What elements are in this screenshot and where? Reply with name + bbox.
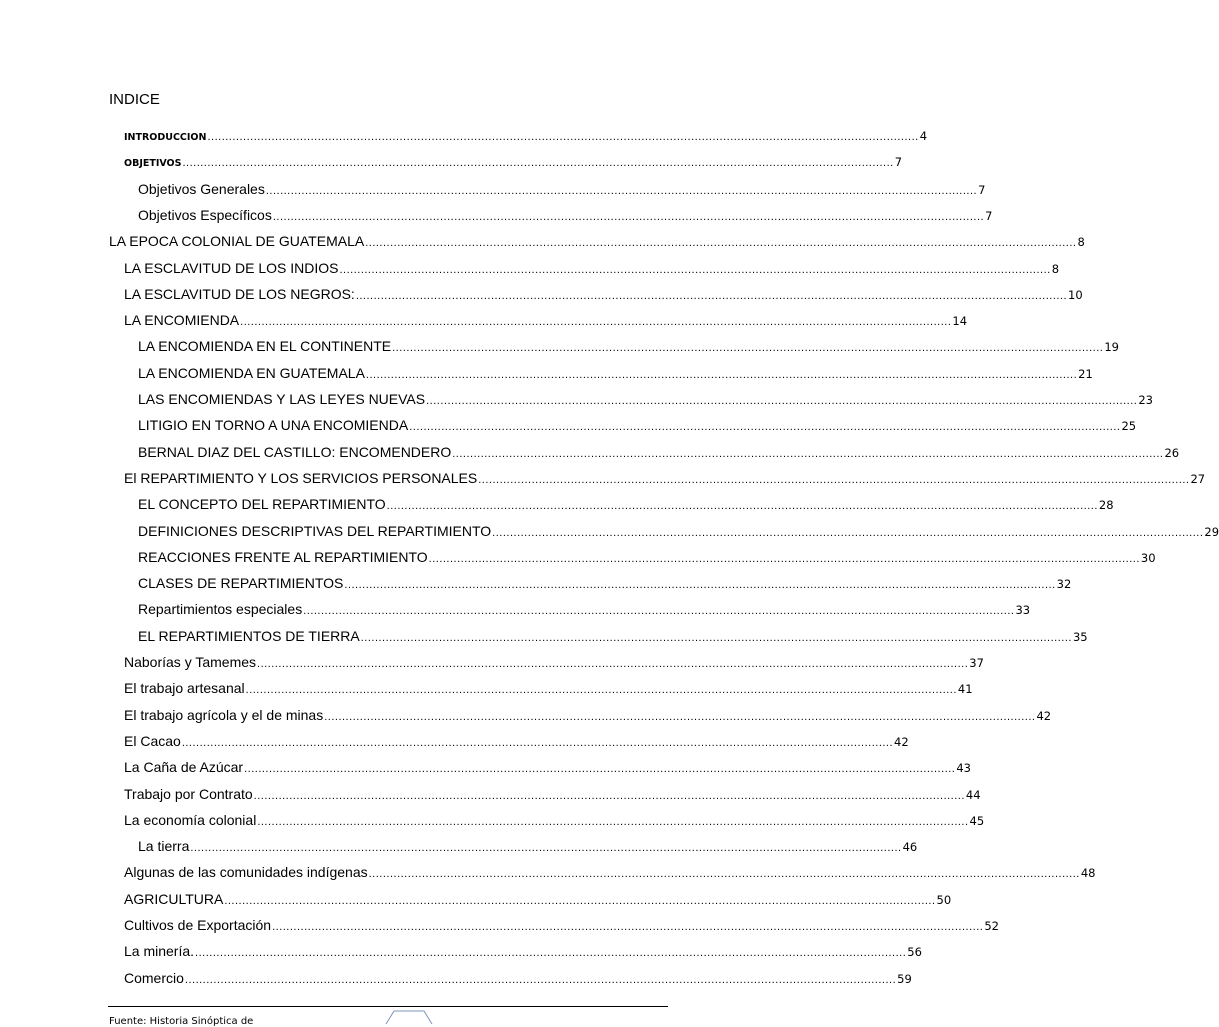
toc-entry-page-number: 43 <box>956 761 971 775</box>
toc-entry[interactable] <box>124 968 912 988</box>
toc-entry-title: LA ENCOMIENDA EN GUATEMALA <box>138 365 365 381</box>
toc-entry-page-number: 33 <box>1015 603 1031 617</box>
toc-entry-page-number: 23 <box>1138 393 1153 407</box>
toc-entry[interactable] <box>138 205 993 225</box>
toc-entry[interactable] <box>138 573 1072 593</box>
toc-entry-page-number: 42 <box>1036 709 1052 723</box>
toc-entry[interactable] <box>138 599 1031 619</box>
toc-entry-page-number: 32 <box>1056 577 1072 591</box>
toc-entry-page-number: 46 <box>902 840 918 854</box>
toc-entry-page-number: 56 <box>907 945 922 959</box>
toc-dot-leader: ........................................................................................................................................................................................................ <box>182 157 894 169</box>
toc-entry-page-number: 44 <box>965 788 981 802</box>
toc-entry-title: La Caña de Azúcar <box>124 759 244 775</box>
toc-entry[interactable] <box>138 836 918 856</box>
toc-entry[interactable] <box>138 547 1156 567</box>
toc-entry-title: EL CONCEPTO DEL REPARTIMIENTO <box>138 496 386 512</box>
toc-entry[interactable] <box>138 336 1119 356</box>
toc-entry[interactable] <box>124 757 971 777</box>
toc-entry-title: REACCIONES FRENTE AL REPARTIMIENTO <box>138 549 428 565</box>
toc-dot-leader: ........................................................................................................................................................................................................ <box>195 947 907 959</box>
toc-entry-page-number: 52 <box>984 919 999 933</box>
toc-entry-title: DEFINICIONES DESCRIPTIVAS DEL REPARTIMIENTO <box>138 523 492 539</box>
toc-entry-page-number: 7 <box>978 183 986 197</box>
toc-entry-title: BERNAL DIAZ DEL CASTILLO: ENCOMENDERO <box>138 444 452 460</box>
toc-entry[interactable] <box>124 810 985 830</box>
toc-entry[interactable] <box>124 705 1052 725</box>
toc-entry-page-number: 10 <box>1068 288 1083 302</box>
toc-entry-title: Naborías y Tamemes <box>124 654 257 670</box>
toc-entry[interactable] <box>138 415 1137 435</box>
toc-dot-leader: ........................................................................................................................................................................................................ <box>324 711 1036 723</box>
toc-entry-page-number: 14 <box>952 314 968 328</box>
toc-dot-leader: ........................................................................................................................................................................................................ <box>492 527 1204 539</box>
toc-entry-title: Cultivos de Exportación <box>124 917 272 933</box>
toc-entry-title: OBJETIVOS <box>124 158 182 169</box>
toc-dot-leader: ........................................................................................................................................................................................................ <box>365 369 1078 381</box>
toc-entry[interactable] <box>124 915 999 935</box>
toc-entry-title: La minería. <box>124 943 195 959</box>
toc-dot-leader: ........................................................................................................................................................................................................ <box>253 790 965 802</box>
toc-dot-leader: ........................................................................................................................................................................................................ <box>355 290 1068 302</box>
toc-entry-title: Trabajo por Contrato <box>124 786 253 802</box>
toc-dot-leader: ........................................................................................................................................................................................................ <box>257 658 969 670</box>
toc-entry[interactable] <box>138 179 986 199</box>
toc-entry[interactable] <box>138 363 1093 383</box>
toc-dot-leader: ........................................................................................................................................................................................................ <box>386 500 1098 512</box>
toc-dot-leader: ........................................................................................................................................................................................................ <box>392 342 1104 354</box>
toc-entry-title: LAS ENCOMIENDAS Y LAS LEYES NUEVAS <box>138 391 426 407</box>
toc-entry-title: INTRODUCCION <box>124 132 207 143</box>
toc-entry-page-number: 48 <box>1080 866 1096 880</box>
toc-entry-page-number: 45 <box>969 814 985 828</box>
toc-dot-leader: ........................................................................................................................................................................................................ <box>272 211 985 223</box>
toc-dot-leader: ........................................................................................................................................................................................................ <box>303 605 1015 617</box>
toc-entry[interactable] <box>138 494 1114 514</box>
toc-entry-title: LA EPOCA COLONIAL DE GUATEMALA <box>109 233 365 249</box>
toc-dot-leader: ........................................................................................................................................................................................................ <box>365 237 1077 249</box>
toc-dot-leader: ........................................................................................................................................................................................................ <box>478 474 1190 486</box>
toc-entry-title: EL REPARTIMIENTOS DE TIERRA <box>138 628 360 644</box>
toc-entry-title: LA ENCOMIENDA EN EL CONTINENTE <box>138 338 392 354</box>
toc-dot-leader: ........................................................................................................................................................................................................ <box>184 974 897 986</box>
toc-entry-title: Repartimientos especiales <box>138 601 303 617</box>
toc-entry-page-number: 8 <box>1051 262 1060 276</box>
toc-dot-leader: ........................................................................................................................................................................................................ <box>224 895 936 907</box>
toc-dot-leader: ........................................................................................................................................................................................................ <box>244 763 956 775</box>
toc-entry-title: La economía colonial <box>124 812 257 828</box>
toc-entry-page-number: 27 <box>1190 472 1206 486</box>
page-number-hexagon-icon <box>386 1009 432 1024</box>
toc-dot-leader: ........................................................................................................................................................................................................ <box>360 632 1072 644</box>
toc-entry-page-number: 7 <box>894 155 903 169</box>
toc-dot-leader: ........................................................................................................................................................................................................ <box>344 579 1056 591</box>
toc-entry-page-number: 25 <box>1121 419 1137 433</box>
toc-entry-page-number: 30 <box>1140 551 1156 565</box>
toc-dot-leader: ........................................................................................................................................................................................................ <box>190 842 902 854</box>
footnote-separator <box>108 1006 668 1007</box>
toc-entry-title: Objetivos Generales <box>138 181 265 197</box>
toc-dot-leader: ........................................................................................................................................................................................................ <box>428 553 1140 565</box>
toc-entry-title: LA ESCLAVITUD DE LOS NEGROS: <box>124 286 355 302</box>
toc-entry-page-number: 26 <box>1164 446 1180 460</box>
toc-dot-leader: ........................................................................................................................................................................................................ <box>368 868 1080 880</box>
toc-dot-leader: ........................................................................................................................................................................................................ <box>272 921 984 933</box>
toc-entry[interactable] <box>124 889 952 909</box>
toc-entry[interactable] <box>109 231 1085 251</box>
toc-entry-page-number: 8 <box>1077 235 1085 249</box>
toc-heading: INDICE <box>109 91 160 108</box>
toc-entry[interactable] <box>138 442 1180 462</box>
toc-entry-page-number: 19 <box>1104 340 1119 354</box>
toc-entry-page-number: 41 <box>957 682 973 696</box>
toc-dot-leader: ........................................................................................................................................................................................................ <box>339 264 1051 276</box>
toc-entry-title: Algunas de las comunidades indígenas <box>124 864 368 880</box>
toc-entry[interactable] <box>124 731 909 751</box>
toc-entry[interactable] <box>124 678 973 698</box>
toc-entry-page-number: 7 <box>985 209 993 223</box>
toc-dot-leader: ........................................................................................................................................................................................................ <box>181 737 894 749</box>
toc-entry[interactable] <box>138 626 1088 646</box>
toc-entry-title: El REPARTIMIENTO Y LOS SERVICIOS PERSONALES <box>124 470 478 486</box>
toc-dot-leader: ........................................................................................................................................................................................................ <box>207 131 919 143</box>
toc-entry-page-number: 29 <box>1204 525 1219 539</box>
toc-entry[interactable] <box>124 126 928 146</box>
footnote-text: Fuente: Historia Sinóptica de <box>109 1016 254 1027</box>
toc-entry[interactable] <box>124 468 1206 488</box>
toc-entry-page-number: 21 <box>1078 367 1093 381</box>
toc-entry[interactable] <box>124 784 981 804</box>
toc-dot-leader: ........................................................................................................................................................................................................ <box>240 316 952 328</box>
toc-entry-page-number: 50 <box>936 893 952 907</box>
toc-entry[interactable] <box>124 652 984 672</box>
toc-entry-title: La tierra <box>138 838 190 854</box>
toc-entry-page-number: 37 <box>969 656 984 670</box>
toc-entry-title: CLASES DE REPARTIMIENTOS <box>138 575 344 591</box>
toc-entry-title: Comercio <box>124 970 184 986</box>
toc-entry-title: LA ENCOMIENDA <box>124 312 240 328</box>
toc-entry[interactable] <box>124 284 1083 304</box>
toc-entry-page-number: 4 <box>919 129 928 143</box>
toc-dot-leader: ........................................................................................................................................................................................................ <box>452 448 1164 460</box>
toc-dot-leader: ........................................................................................................................................................................................................ <box>245 684 957 696</box>
toc-entry-page-number: 59 <box>897 972 912 986</box>
toc-entry-title: LA ESCLAVITUD DE LOS INDIOS <box>124 260 339 276</box>
toc-entry-title: El Cacao <box>124 733 181 749</box>
toc-entry[interactable] <box>124 258 1060 278</box>
toc-dot-leader: ........................................................................................................................................................................................................ <box>426 395 1138 407</box>
toc-entry[interactable] <box>124 310 968 330</box>
toc-entry-title: Objetivos Específicos <box>138 207 272 223</box>
toc-entry[interactable] <box>138 521 1219 541</box>
toc-dot-leader: ........................................................................................................................................................................................................ <box>257 816 969 828</box>
toc-dot-leader: ........................................................................................................................................................................................................ <box>409 421 1121 433</box>
toc-entry[interactable] <box>124 152 903 172</box>
toc-entry-title: El trabajo artesanal <box>124 680 245 696</box>
toc-entry-page-number: 28 <box>1098 498 1114 512</box>
toc-entry[interactable] <box>124 862 1096 882</box>
toc-entry-title: El trabajo agrícola y el de minas <box>124 707 324 723</box>
toc-entry[interactable] <box>124 941 922 961</box>
toc-entry-page-number: 42 <box>894 735 909 749</box>
toc-dot-leader: ........................................................................................................................................................................................................ <box>265 185 978 197</box>
toc-entry-page-number: 35 <box>1072 630 1088 644</box>
toc-entry-title: AGRICULTURA <box>124 891 224 907</box>
toc-entry-title: LITIGIO EN TORNO A UNA ENCOMIENDA <box>138 417 409 433</box>
toc-entry[interactable] <box>138 389 1153 409</box>
